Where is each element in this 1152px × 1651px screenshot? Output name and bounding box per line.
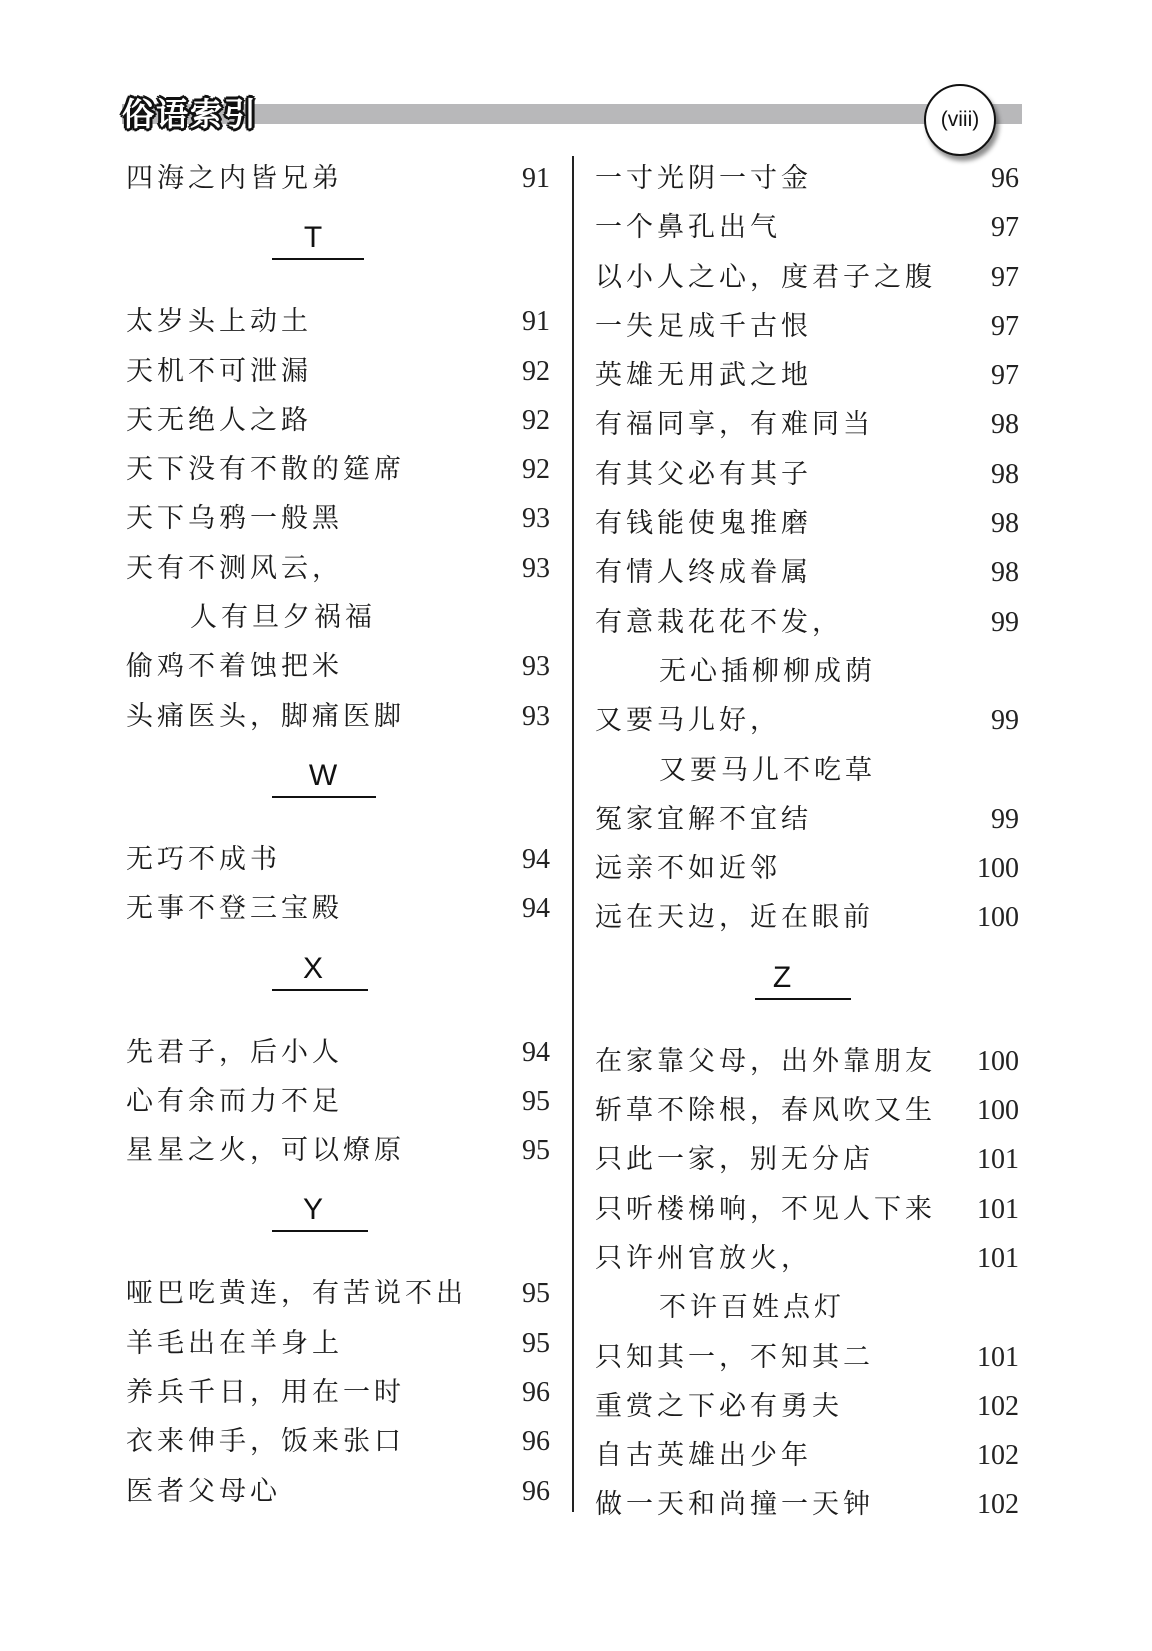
page-ref: 99 (991, 606, 1019, 638)
page-ref: 96 (522, 1475, 550, 1507)
page-ref: 94 (522, 843, 550, 875)
index-entry[interactable] (126, 544, 550, 593)
index-entry[interactable] (595, 499, 1019, 548)
page-ref: 98 (991, 458, 1019, 490)
proverb-text: 只知其一，不知其二 (595, 1341, 874, 1373)
proverb-text: 有其父必有其子 (595, 458, 812, 490)
proverb-text: 有意栽花花不发， (595, 606, 843, 638)
proverb-text: 天有不测风云， (126, 552, 343, 584)
index-entry[interactable] (595, 1135, 1019, 1184)
proverb-text: 有情人终成眷属 (595, 557, 812, 589)
proverb-text: 头痛医头，脚痛医脚 (126, 700, 405, 732)
proverb-text: 不许百姓点灯 (659, 1292, 845, 1324)
page-ref: 94 (522, 893, 550, 925)
index-entry[interactable] (126, 1269, 550, 1318)
proverb-text: 先君子，后小人 (126, 1036, 343, 1068)
page-ref: 92 (522, 355, 550, 387)
page-ref: 101 (977, 1242, 1019, 1274)
page-ref: 96 (522, 1426, 550, 1458)
page-ref: 98 (991, 557, 1019, 589)
proverb-text: 又要马儿不吃草 (659, 754, 876, 786)
section-header-z (595, 943, 1019, 1037)
page-ref: 92 (522, 454, 550, 486)
page-ref: 93 (522, 651, 550, 683)
proverb-text: 天下没有不散的筵席 (126, 454, 405, 486)
proverb-text: 远亲不如近邻 (595, 853, 781, 885)
proverb-text: 自古英雄出少年 (595, 1440, 812, 1472)
index-entry[interactable] (126, 1417, 550, 1466)
proverb-text: 只听楼梯响，不见人下来 (595, 1193, 936, 1225)
page-title: 俗语索引 (122, 95, 259, 133)
index-entry[interactable] (126, 1368, 550, 1417)
index-entry[interactable] (126, 692, 550, 741)
index-entry[interactable] (595, 351, 1019, 400)
page-ref: 100 (977, 902, 1019, 934)
index-entry[interactable] (126, 347, 550, 396)
page-ref: 94 (522, 1036, 550, 1068)
proverb-text: 太岁头上动土 (126, 306, 312, 338)
proverb-text: 又要马儿好， (595, 705, 781, 737)
page-number: (viii) (940, 108, 980, 131)
section-header-x (126, 934, 550, 1028)
section-letter: W (308, 758, 338, 792)
index-entry[interactable] (126, 154, 550, 203)
index-entry[interactable] (595, 1086, 1019, 1135)
proverb-text: 天下乌鸦一般黑 (126, 503, 343, 535)
page-ref: 92 (522, 404, 550, 436)
page-ref: 91 (522, 306, 550, 338)
index-entry[interactable] (126, 297, 550, 346)
index-entry[interactable] (595, 302, 1019, 351)
proverb-text: 人有旦夕祸福 (190, 602, 376, 634)
page-ref: 99 (991, 705, 1019, 737)
right-column (595, 154, 1019, 1530)
page-ref: 95 (522, 1135, 550, 1167)
section-header-y (126, 1175, 550, 1269)
column-divider (572, 156, 574, 1512)
section-letter: Z (772, 960, 792, 994)
page-ref: 100 (977, 853, 1019, 885)
index-entry[interactable] (595, 1480, 1019, 1529)
index-entry[interactable] (595, 548, 1019, 597)
page-ref: 100 (977, 1045, 1019, 1077)
index-entry[interactable] (595, 795, 1019, 844)
proverb-text: 天机不可泄漏 (126, 355, 312, 387)
proverb-text: 远在天边，近在眼前 (595, 902, 874, 934)
index-entry[interactable] (126, 835, 550, 884)
section-letter: X (302, 951, 323, 985)
index-entry-continuation (595, 647, 1019, 696)
page-ref: 99 (991, 803, 1019, 835)
index-entry[interactable] (595, 598, 1019, 647)
section-header-t (126, 203, 550, 297)
proverb-text: 无事不登三宝殿 (126, 893, 343, 925)
page-ref: 97 (991, 261, 1019, 293)
index-entry[interactable] (126, 1319, 550, 1368)
proverb-text: 只此一家，别无分店 (595, 1144, 874, 1176)
proverb-text: 偷鸡不着蚀把米 (126, 651, 343, 683)
section-header-w (126, 741, 550, 835)
section-rule (272, 258, 364, 260)
index-entry[interactable] (595, 1037, 1019, 1086)
index-entry[interactable] (595, 696, 1019, 745)
index-entry[interactable] (126, 1077, 550, 1126)
page-ref: 97 (991, 360, 1019, 392)
page-ref: 93 (522, 552, 550, 584)
index-entry[interactable] (595, 203, 1019, 252)
proverb-text: 四海之内皆兄弟 (126, 163, 343, 194)
index-entry[interactable] (126, 642, 550, 691)
proverb-text: 羊毛出在羊身上 (126, 1327, 343, 1359)
page-ref: 96 (991, 163, 1019, 194)
page-number-badge (924, 84, 996, 156)
index-entry[interactable] (595, 400, 1019, 449)
page-ref: 93 (522, 700, 550, 732)
section-rule (755, 998, 851, 1000)
section-rule (272, 989, 368, 991)
page-ref: 102 (977, 1440, 1019, 1472)
index-entry-continuation (595, 746, 1019, 795)
page-ref: 98 (991, 409, 1019, 441)
index-entry[interactable] (126, 884, 550, 933)
proverb-text: 无心插柳柳成荫 (659, 655, 876, 687)
proverb-text: 衣来伸手，饭来张口 (126, 1426, 405, 1458)
section-letter: T (303, 221, 323, 255)
page-ref: 102 (977, 1390, 1019, 1422)
proverb-text: 一寸光阴一寸金 (595, 163, 812, 194)
index-entry[interactable] (126, 1467, 550, 1516)
page-ref: 101 (977, 1144, 1019, 1176)
page-ref: 97 (991, 212, 1019, 244)
index-entry[interactable] (595, 844, 1019, 893)
page-ref: 101 (977, 1193, 1019, 1225)
index-entry[interactable] (595, 1333, 1019, 1382)
section-letter: Y (302, 1193, 323, 1227)
proverb-text: 斩草不除根，春风吹又生 (595, 1095, 936, 1127)
index-entry[interactable] (595, 253, 1019, 302)
index-entry[interactable] (126, 1126, 550, 1175)
index-entry[interactable] (595, 1431, 1019, 1480)
index-entry[interactable] (595, 1185, 1019, 1234)
proverb-text: 以小人之心，度君子之腹 (595, 261, 936, 293)
page-ref: 98 (991, 508, 1019, 540)
proverb-text: 英雄无用武之地 (595, 360, 812, 392)
proverb-text: 哑巴吃黄连，有苦说不出 (126, 1278, 467, 1310)
index-entry[interactable] (126, 396, 550, 445)
section-rule (272, 796, 376, 798)
proverb-text: 无巧不成书 (126, 843, 281, 875)
page-ref: 102 (977, 1489, 1019, 1521)
page-ref: 101 (977, 1341, 1019, 1373)
section-rule (272, 1230, 368, 1232)
proverb-text: 在家靠父母，出外靠朋友 (595, 1045, 936, 1077)
page-ref: 95 (522, 1278, 550, 1310)
proverb-text: 养兵千日，用在一时 (126, 1377, 405, 1409)
page-ref: 97 (991, 310, 1019, 342)
page-ref: 91 (522, 163, 550, 194)
index-entry[interactable] (595, 450, 1019, 499)
proverb-text: 做一天和尚撞一天钟 (595, 1489, 874, 1521)
index-entry-continuation (595, 1283, 1019, 1332)
proverb-text: 一失足成千古恨 (595, 310, 812, 342)
proverb-text: 天无绝人之路 (126, 404, 312, 436)
index-entry[interactable] (595, 1382, 1019, 1431)
index-entry[interactable] (126, 445, 550, 494)
index-entry[interactable] (595, 154, 1019, 203)
proverb-text: 冤家宜解不宜结 (595, 803, 812, 835)
page-ref: 93 (522, 503, 550, 535)
index-entry[interactable] (595, 893, 1019, 942)
proverb-text: 星星之火，可以燎原 (126, 1135, 405, 1167)
proverb-text: 心有余而力不足 (126, 1085, 343, 1117)
index-entry[interactable] (126, 1028, 550, 1077)
page-ref: 96 (522, 1377, 550, 1409)
index-entry-continuation (126, 593, 550, 642)
proverb-text: 重赏之下必有勇夫 (595, 1390, 843, 1422)
page-ref: 95 (522, 1085, 550, 1117)
proverb-text: 有钱能使鬼推磨 (595, 508, 812, 540)
proverb-text: 只许州官放火， (595, 1242, 812, 1274)
index-entry[interactable] (126, 494, 550, 543)
proverb-text: 一个鼻孔出气 (595, 212, 781, 244)
left-column (126, 154, 550, 1516)
proverb-text: 医者父母心 (126, 1475, 281, 1507)
page-ref: 95 (522, 1327, 550, 1359)
page-ref: 100 (977, 1095, 1019, 1127)
index-entry[interactable] (595, 1234, 1019, 1283)
proverb-text: 有福同享，有难同当 (595, 409, 874, 441)
